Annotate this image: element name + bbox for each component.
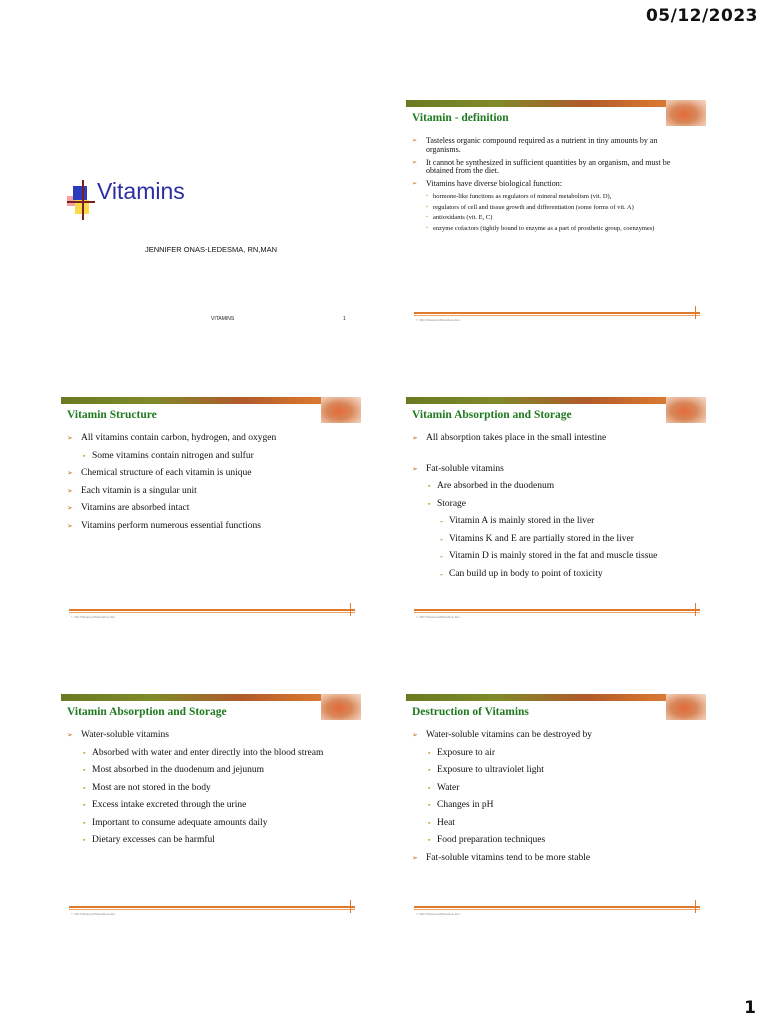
title-decoration bbox=[67, 180, 93, 220]
footer-line bbox=[414, 909, 700, 910]
sub-bullet: ▪ Absorbed with water and enter directly into the blood stream bbox=[67, 748, 347, 759]
slide-header-bar bbox=[61, 694, 361, 701]
slide-footer-number: 1 bbox=[343, 316, 346, 322]
footer-line bbox=[69, 612, 355, 613]
bullet: ➢ Fat-soluble vitamins bbox=[412, 464, 692, 475]
bullet: ➢ Each vitamin is a singular unit bbox=[67, 486, 347, 497]
sub-sub-bullet: - Vitamins K and E are partially stored in the liver bbox=[412, 534, 692, 545]
presentation-title: Vitamins bbox=[97, 178, 185, 204]
sub-bullet: ▪ Heat bbox=[412, 818, 692, 829]
footer-line bbox=[350, 603, 352, 616]
slide-title: Vitamin Absorption and Storage bbox=[67, 706, 227, 718]
footer-line bbox=[695, 306, 697, 319]
bullet: ➢ Chemical structure of each vitamin is unique bbox=[67, 468, 347, 479]
sub-bullet: ▪ Dietary excesses can be harmful bbox=[67, 835, 347, 846]
sub-bullet: ▪ Storage bbox=[412, 499, 692, 510]
sub-bullet: ▪ Important to consume adequate amounts daily bbox=[67, 818, 347, 829]
copyright-text: © 2013 Pearson Education, Inc. bbox=[416, 615, 461, 619]
slide-content bbox=[67, 433, 347, 538]
header-food-image bbox=[666, 100, 706, 126]
footer-line bbox=[69, 906, 355, 908]
slide-header-bar bbox=[406, 694, 706, 701]
slide-header-bar bbox=[61, 397, 361, 404]
sub-bullet: ▪ Exposure to ultraviolet light bbox=[412, 765, 692, 776]
sub-sub-bullet: - Can build up in body to point of toxicity bbox=[412, 569, 692, 580]
bullet: ➢ Fat-soluble vitamins tend to be more stable bbox=[412, 853, 692, 864]
slide-title: Vitamin Structure bbox=[67, 409, 157, 421]
bullet: ➢ Vitamins perform numerous essential functions bbox=[67, 521, 347, 532]
sub-bullet: ▪ antioxidants (vit. E, C) bbox=[412, 214, 692, 222]
slide-title: Destruction of Vitamins bbox=[412, 706, 529, 718]
sub-bullet: ▪ Most are not stored in the body bbox=[67, 783, 347, 794]
sub-bullet: ▪ Food preparation techniques bbox=[412, 835, 692, 846]
sub-sub-bullet: - Vitamin A is mainly stored in the liver bbox=[412, 516, 692, 527]
slide-title-page bbox=[61, 100, 361, 330]
footer-line bbox=[695, 900, 697, 913]
footer-line bbox=[414, 312, 700, 314]
sub-bullet: ▪ Are absorbed in the duodenum bbox=[412, 481, 692, 492]
slide-vitamin-definition bbox=[406, 100, 706, 330]
bullet: ➢ Vitamins have diverse biological function: bbox=[412, 180, 692, 189]
slide-absorption-storage-water bbox=[61, 694, 361, 924]
footer-line bbox=[350, 900, 352, 913]
slide-content bbox=[412, 730, 692, 870]
slide-footer-title: VITAMINS bbox=[211, 316, 235, 322]
header-food-image bbox=[666, 694, 706, 720]
slide-content bbox=[412, 137, 692, 235]
copyright-text: © 2013 Pearson Education, Inc. bbox=[71, 912, 116, 916]
footer-line bbox=[414, 906, 700, 908]
copyright-text: © 2013 Pearson Education, Inc. bbox=[71, 615, 116, 619]
sub-bullet: ▪ Most absorbed in the duodenum and jejunum bbox=[67, 765, 347, 776]
copyright-text: © 2013 Pearson Education, Inc. bbox=[416, 318, 461, 322]
bullet: ➢ It cannot be synthesized in sufficient quantities by an organism, and must be obtained from the diet. bbox=[412, 159, 692, 176]
footer-line bbox=[69, 609, 355, 611]
bullet: ➢ All absorption takes place in the small intestine bbox=[412, 433, 692, 444]
footer-line bbox=[414, 609, 700, 611]
bullet: ➢ Tasteless organic compound required as a nutrient in tiny amounts by an organisms. bbox=[412, 137, 692, 154]
sub-bullet: ▪ hormone-like functions as regulators of mineral metabolism (vit. D), bbox=[412, 193, 692, 201]
header-food-image bbox=[666, 397, 706, 423]
slide-vitamin-structure bbox=[61, 397, 361, 627]
sub-bullet: ▪ Some vitamins contain nitrogen and sulfur bbox=[67, 451, 347, 462]
sub-bullet: ▪ Water bbox=[412, 783, 692, 794]
bullet: ➢ Vitamins are absorbed intact bbox=[67, 503, 347, 514]
copyright-text: © 2013 Pearson Education, Inc. bbox=[416, 912, 461, 916]
page-number: 1 bbox=[744, 998, 756, 1018]
bullet: ➢ All vitamins contain carbon, hydrogen, and oxygen bbox=[67, 433, 347, 444]
bullet: ➢ Water-soluble vitamins bbox=[67, 730, 347, 741]
slide-title: Vitamin - definition bbox=[412, 112, 509, 124]
header-food-image bbox=[321, 694, 361, 720]
header-food-image bbox=[321, 397, 361, 423]
sub-bullet: ▪ Excess intake excreted through the urine bbox=[67, 800, 347, 811]
slide-destruction-of-vitamins bbox=[406, 694, 706, 924]
footer-line bbox=[695, 603, 697, 616]
slide-header-bar bbox=[406, 397, 706, 404]
sub-bullet: ▪ Exposure to air bbox=[412, 748, 692, 759]
bullet: ➢ Water-soluble vitamins can be destroyed by bbox=[412, 730, 692, 741]
footer-line bbox=[414, 612, 700, 613]
slide-absorption-storage-fat bbox=[406, 397, 706, 627]
footer-line bbox=[414, 315, 700, 316]
slide-header-bar bbox=[406, 100, 706, 107]
slide-content bbox=[412, 433, 692, 586]
author-name: JENNIFER ONAS-LEDESMA, RN,MAN bbox=[144, 245, 278, 254]
footer-line bbox=[69, 909, 355, 910]
sub-bullet: ▪ Changes in pH bbox=[412, 800, 692, 811]
slide-title: Vitamin Absorption and Storage bbox=[412, 409, 572, 421]
page-date: 05/12/2023 bbox=[645, 6, 758, 26]
slide-content bbox=[67, 730, 347, 853]
sub-bullet: ▪ regulators of cell and tissue growth and differentiation (some forms of vit. A) bbox=[412, 204, 692, 212]
sub-bullet: ▪ enzyme cofactors (tightly bound to enzyme as a part of prosthetic group, coenzymes) bbox=[412, 225, 692, 233]
sub-sub-bullet: - Vitamin D is mainly stored in the fat and muscle tissue bbox=[412, 551, 692, 562]
